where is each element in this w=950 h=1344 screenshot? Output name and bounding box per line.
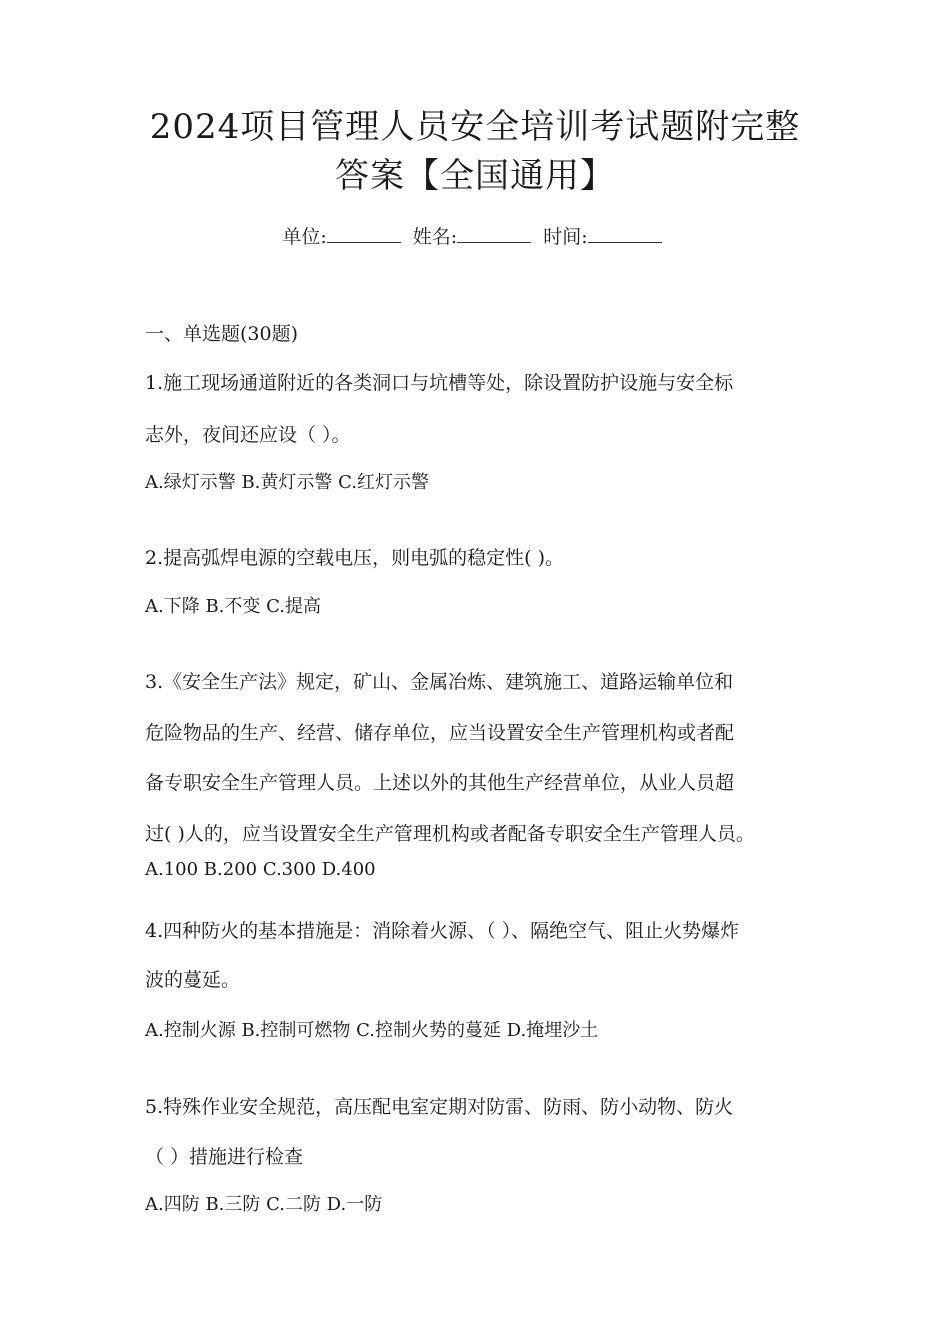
unit-label: 单位: [282, 226, 327, 248]
question-3-options: A.100 B.200 C.300 D.400 [145, 859, 376, 880]
question-3-line-1: 3.《安全生产法》规定，矿山、金属冶炼、建筑施工、道路运输单位和 [145, 671, 734, 693]
question-3-line-3: 备专职安全生产管理人员。上述以外的其他生产经营单位，从业人员超 [145, 772, 735, 794]
question-5-options: A.四防 B.三防 C.二防 D.一防 [145, 1194, 383, 1215]
question-1-options: A.绿灯示警 B.黄灯示警 C.红灯示警 [145, 472, 429, 493]
question-3-line-2: 危险物品的生产、经营、储存单位，应当设置安全生产管理机构或者配 [145, 722, 735, 744]
time-blank [588, 222, 662, 243]
question-2-options: A.下降 B.不变 C.提高 [145, 596, 321, 617]
question-4-options: A.控制火源 B.控制可燃物 C.控制火势的蔓延 D.掩埋沙土 [145, 1020, 599, 1041]
question-1-line-1: 1.施工现场通道附近的各类洞口与坑槽等处，除设置防护设施与安全标 [145, 372, 734, 394]
time-label: 时间: [543, 226, 588, 248]
question-5-line-2: （ ）措施进行检查 [145, 1146, 304, 1168]
question-3-line-4: 过( )人的，应当设置安全生产管理机构或者配备专职安全生产管理人员。 [145, 823, 755, 845]
name-blank [457, 222, 531, 243]
question-5-line-1: 5.特殊作业安全规范，高压配电室定期对防雷、防雨、防小动物、防火 [145, 1096, 734, 1118]
document-title-line-1: 2024项目管理人员安全培训考试题附完整 [149, 107, 801, 147]
question-2-line-1: 2.提高弧焊电源的空载电压，则电弧的稳定性( )。 [145, 547, 564, 569]
document-title-line-2: 答案【全国通用】 [335, 156, 615, 196]
info-line [0, 222, 950, 252]
question-4-line-2: 波的蔓延。 [145, 969, 241, 991]
question-4-line-1: 4.四种防火的基本措施是：消除着火源、（ ）、隔绝空气、阻止火势爆炸 [145, 920, 740, 942]
section-heading: 一、单选题(30题) [145, 323, 299, 345]
unit-blank [327, 222, 401, 243]
name-label: 姓名: [412, 226, 458, 248]
question-1-line-2: 志外，夜间还应设（ ）。 [145, 424, 351, 446]
